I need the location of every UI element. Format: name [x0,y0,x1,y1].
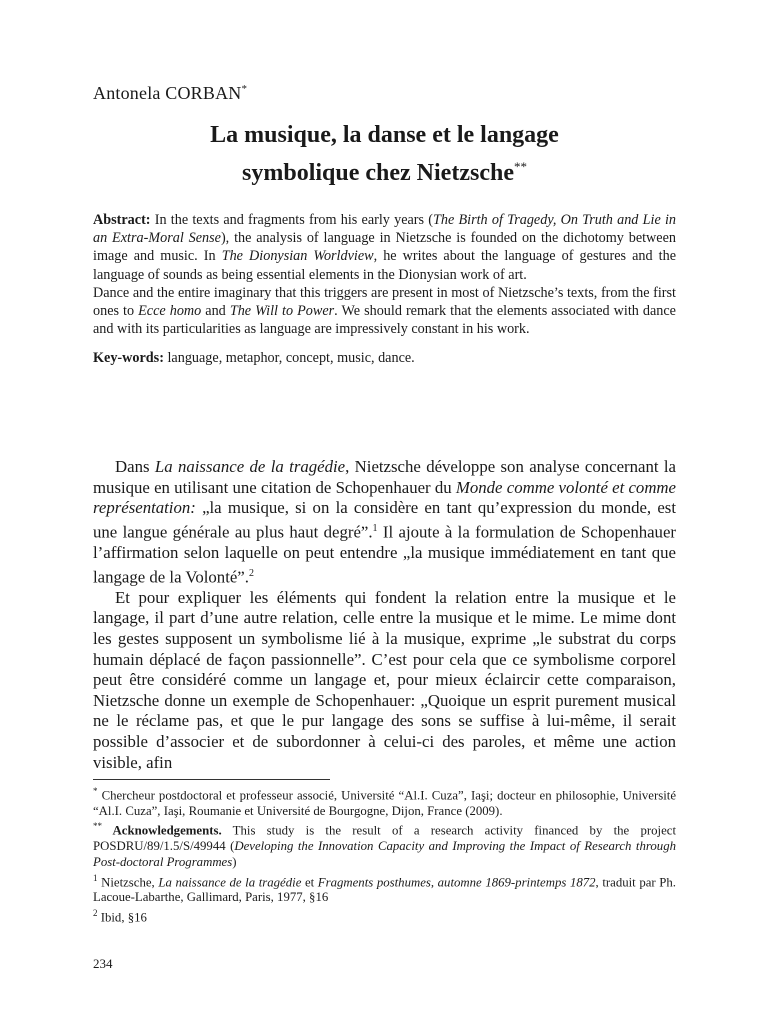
abstract-text: ), the analysis of language in Nietzsche is founded on the dichotomy between image and music. In [93,230,676,265]
footnote-text: This study is the result of a research activity financed by the project POSDRU/89/1.5/S/49944 ( [93,823,676,854]
footnotes [93,784,676,926]
footnote-separator [93,779,330,780]
footnote-mark: * [93,786,98,796]
footnote-italic: La naissance de la tragédie [158,874,302,889]
footnote-2 [93,906,676,926]
footnote-ref-2[interactable]: 2 [248,567,254,579]
abstract-text: , he writes about the language of gestures and the language of sounds as being essential elements in the Dionysian work of art. [93,248,676,283]
footnote-author [93,784,676,819]
footnote-mark: 1 [93,872,98,883]
footnote-ref-1[interactable]: 1 [372,522,378,534]
page-number: 234 [93,956,113,971]
keywords-label: Key-words: [93,350,164,367]
footnote-text: Nietzsche, [97,874,159,889]
body-paragraph-1 [93,457,676,588]
footnote-text: et [301,874,318,889]
abstract-label: Abstract: [93,212,151,228]
footnote-acknowledgements [93,819,676,870]
body-text-run: „la musique, si on la considère en tant qu’expression du monde, est une langue générale au plus haut degré”. [93,498,676,542]
footnote-italic: Fragments posthumes, automne 1869-printemps 1872 [317,874,596,889]
footnote-mark: ** [93,821,102,832]
footnote-text: Ibid, §16 [97,910,147,925]
abstract-italic: The Dionysian Worldview [221,248,374,265]
footnote-1 [93,871,676,906]
footnote-bold-label: Acknowledgements. [102,823,222,838]
abstract-italic: The Birth of Tragedy, On Truth and Lie in an Extra-Moral Sense [93,212,676,247]
footnote-text: Chercheur postdoctoral et professeur associé, Université “Al.I. Cuza”, Iaşi; docteur en philosophie, Université “Al.I. Cuza”, Iaşi, Roumanie et Université de Bourgogne, Dijon, France (2009). [93,788,676,818]
abstract-text: In the texts and fragments from his early years ( [150,212,433,228]
body-text-run: Dans [115,457,155,476]
title-footnote-mark: ** [513,159,527,174]
body-italic: La naissance de la tragédie [154,457,346,476]
author-line [93,83,247,104]
abstract-italic: The Will to Power [229,303,335,320]
article-title [93,120,676,189]
body-text-run: Il ajoute à la formulation de Schopenhauer l’affirmation selon laquelle on peut entendre „la musique immédiatement en tant que langage de la Volonté”. [93,522,676,587]
abstract-block [93,211,676,368]
title-line-2 [93,151,676,189]
body-text [93,457,676,773]
abstract-text: and [201,303,230,320]
abstract-paragraph-2 [93,284,676,339]
footnote-text: ) [232,854,237,869]
footnote-italic: Developing the Innovation Capacity and Improving the Impact of Research through Post-doctoral Programmes [93,839,676,869]
abstract-text: Dance and the entire imaginary that this triggers are present in most of Nietzsche’s texts, from the first ones to [93,284,676,320]
keywords-text: language, metaphor, concept, music, dance. [163,350,415,367]
abstract-text: . We should remark that the elements associated with dance and with its particularities as language are impressively constant in his work. [93,303,676,338]
body-paragraph-2: Et pour expliquer les éléments qui fondent la relation entre la musique et le langage, il part d’une autre relation, celle entre la musique et le mime. Le mime dont les gestes supposent un symbolisme lié à la musique, exprime „le substrat du corps humain déplacé de façon passionnelle”. C’est pour cela que ce symbolisme corporel peut être considéré comme un langage et, pour mieux éclaircir cette comparaison, Nietzsche donne un exemple de Schopenhauer: „Quoique un esprit purement musical ne le réclame pas, et que le pur langage des sons se suffise à lui-même, il serait possible d’associer et de subordonner à celui-ci des paroles, et même une action visible, afin [93,587,676,772]
author-footnote-mark: * [241,83,248,95]
title-line-2-text: symbolique chez Nietzsche [242,160,514,186]
footnote-mark: 2 [93,907,98,918]
author-name: Antonela CORBAN [93,83,242,103]
body-text-run: , Nietzsche développe son analyse concernant la musique en utilisant une citation de Schopenhauer du [93,457,676,497]
footnote-text: , traduit par Ph. Lacoue-Labarthe, Gallimard, Paris, 1977, §16 [93,874,676,905]
title-line-1: La musique, la danse et le langage [210,122,559,148]
abstract-paragraph-1 [93,211,676,284]
keywords-line [93,349,676,367]
abstract-italic: Ecce homo [138,303,202,320]
body-italic: Monde comme volonté et comme représentation: [93,477,677,518]
